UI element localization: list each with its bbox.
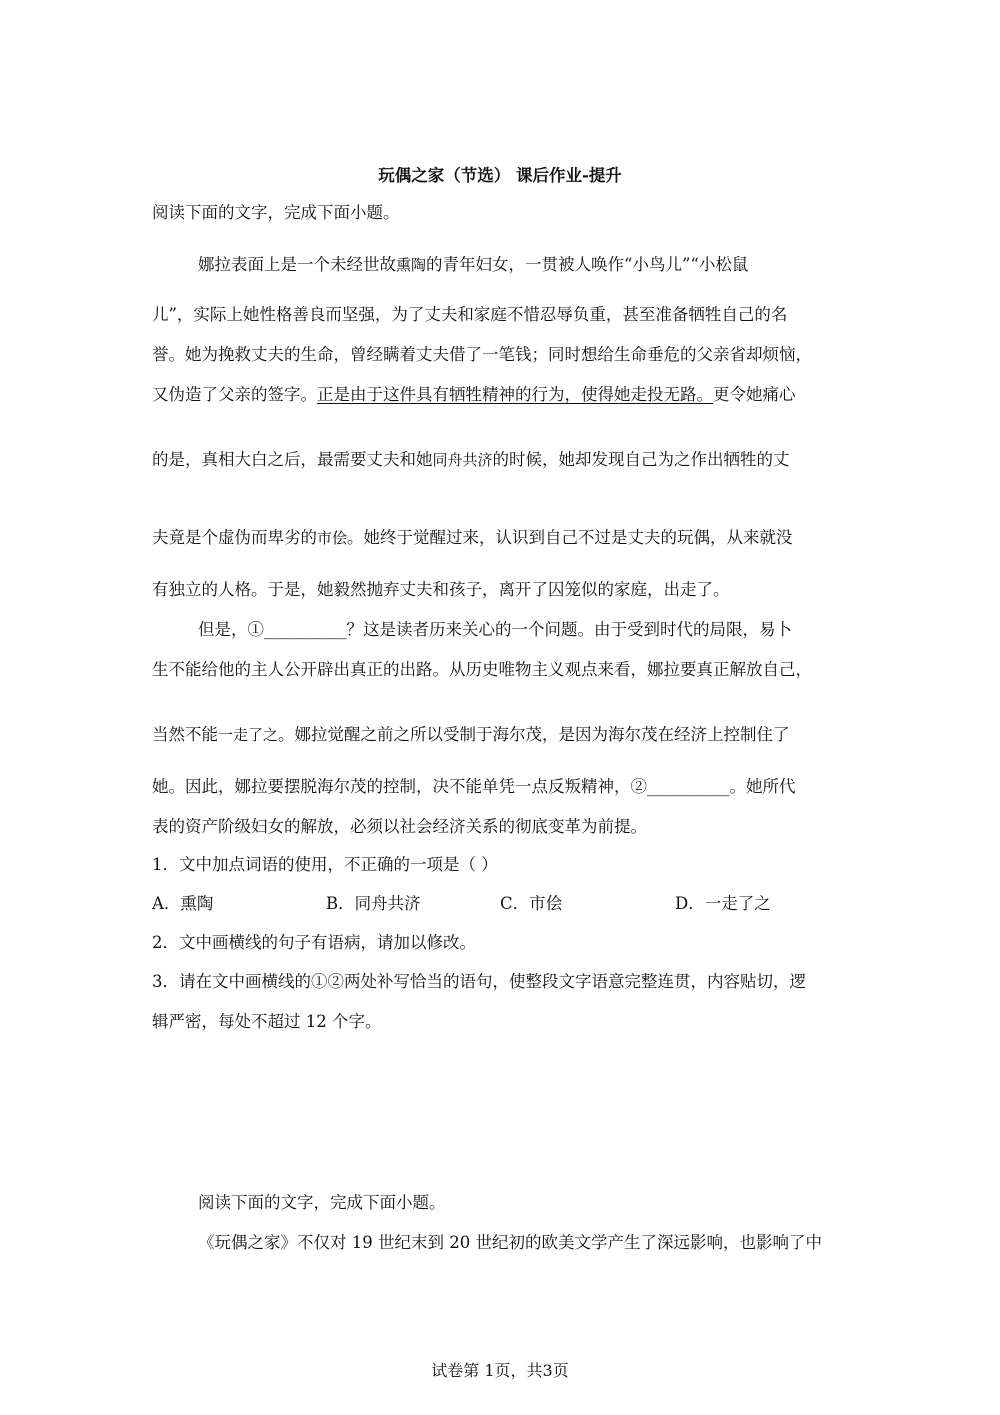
option-d: D．一走了之 — [675, 894, 771, 913]
option-b: B．同舟共济 — [326, 894, 421, 913]
text-span: 。她终于觉醒过来，认识到自己不过是丈夫的玩偶，从来就没 — [347, 528, 793, 547]
text-span: 当然不能 — [152, 725, 218, 744]
underlined-sentence: 正是由于这件具有牺牲精神的行为，使得她走投无路。 — [317, 385, 713, 404]
passage-line: 她。因此，娜拉要摆脱海尔茂的控制，决不能单凭一点反叛精神，②__________。她所代 — [152, 777, 796, 796]
text-span: 的青年妇女，一贯被人唤作“小鸟儿”“小松鼠 — [426, 255, 749, 274]
dotted-word-1: 熏陶 — [396, 256, 427, 274]
passage-line — [152, 385, 796, 405]
text-span: 更令她痛心 — [713, 385, 796, 404]
dotted-word-2: 同舟共济 — [432, 451, 493, 469]
passage-line — [152, 528, 793, 548]
passage-line: 但是，①__________？这是读者历来关心的一个问题。由于受到时代的局限，易卜 — [198, 620, 792, 639]
question-3-line-1: 3．请在文中画横线的①②两处补写恰当的语句，使整段文字语意完整连贯，内容贴切，逻 — [152, 972, 806, 991]
text-span: 夫竟是个虚伪而卑劣的 — [152, 528, 317, 547]
passage-line: 表的资产阶级妇女的解放，必须以社会经济关系的彻底变革为前提。 — [152, 817, 647, 836]
passage-line — [152, 450, 790, 470]
passage-line: 《玩偶之家》不仅对 19 世纪末到 20 世纪初的欧美文学产生了深远影响，也影响了中 — [198, 1233, 822, 1252]
text-span: 。娜拉觉醒之前之所以受制于海尔茂，是因为海尔茂在经济上控制住了 — [278, 725, 790, 744]
passage-line: 生不能给他的主人公开辟出真正的出路。从历史唯物主义观点来看，娜拉要真正解放自己， — [152, 660, 812, 679]
option-c: C．市侩 — [500, 894, 563, 913]
passage-line — [152, 725, 790, 745]
passage-line: 誉。她为挽救丈夫的生命，曾经瞒着丈夫借了一笔钱；同时想给生命垂危的父亲省却烦恼， — [152, 345, 812, 364]
text-span: 又伪造了父亲的签字。 — [152, 385, 317, 404]
passage-line: 儿”，实际上她性格善良而坚强，为了丈夫和家庭不惜忍辱负重，甚至准备牺牲自己的名 — [152, 305, 788, 324]
text-span: 的时候，她却发现自己为之作出牺牲的丈 — [492, 450, 790, 469]
question-2: 2．文中画横线的句子有语病，请加以修改。 — [152, 933, 476, 952]
text-span: 娜拉表面上是一个未经世故 — [198, 255, 396, 274]
question-3-line-2: 辑严密，每处不超过 12 个字。 — [152, 1012, 382, 1031]
passage-line: 有独立的人格。于是，她毅然抛弃丈夫和孩子，离开了囚笼似的家庭，出走了。 — [152, 580, 730, 599]
dotted-word-3: 市侩 — [317, 529, 348, 547]
passage-line — [198, 255, 748, 275]
option-a: A．熏陶 — [152, 894, 214, 913]
page-footer: 试卷第 1页，共3页 — [431, 1361, 569, 1380]
text-span: 的是，真相大白之后，最需要丈夫和她 — [152, 450, 433, 469]
page-title: 玩偶之家（节选） 课后作业-提升 — [378, 166, 622, 185]
question-1: 1．文中加点词语的使用，不正确的一项是（ ） — [152, 855, 498, 874]
reading-instruction-2: 阅读下面的文字，完成下面小题。 — [198, 1193, 446, 1212]
reading-instruction: 阅读下面的文字，完成下面小题。 — [152, 203, 400, 222]
dotted-word-4: 一走了之 — [218, 726, 279, 744]
